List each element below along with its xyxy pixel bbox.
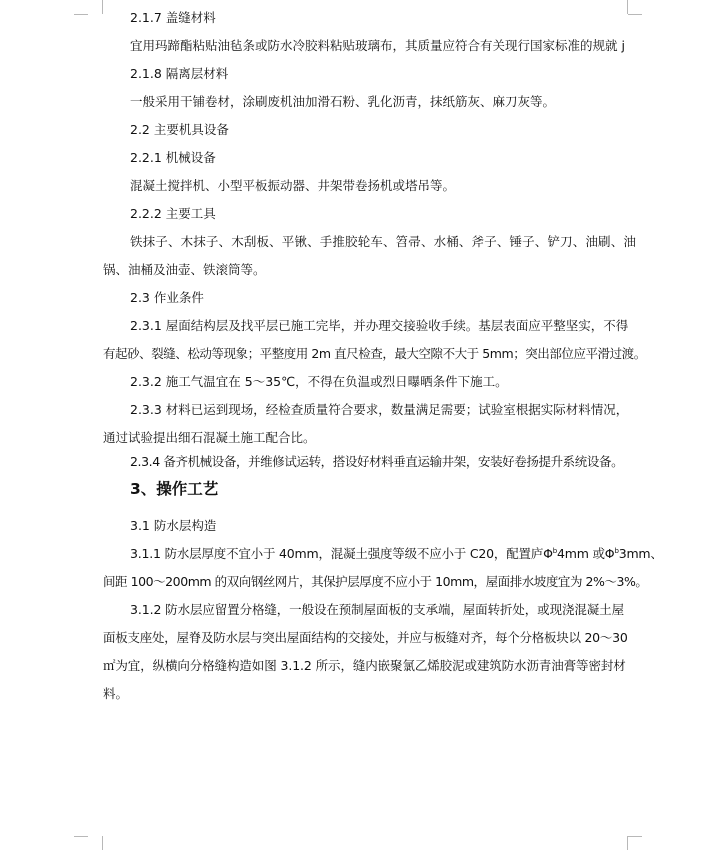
paragraph-line: 料。 bbox=[103, 686, 129, 701]
section-2-2-2-title: 2.2.2 主要工具 bbox=[130, 206, 216, 221]
crop-mark-bottom-left bbox=[88, 836, 103, 850]
crop-mark-top-left bbox=[88, 0, 103, 14]
section-2-2-1-title: 2.2.1 机械设备 bbox=[130, 150, 216, 165]
superscript: b bbox=[552, 546, 558, 555]
text-run: 3.1.1 防水层厚度不宜小于 40mm，混凝土强度等级不应小于 C20，配置庐Φ bbox=[130, 546, 553, 561]
paragraph-line: 一般采用干铺卷材，涂刷废机油加滑石粉、乳化沥青，抹纸筋灰、麻刀灰等。 bbox=[130, 94, 556, 109]
paragraph-line: 3.1.2 防水层应留置分格缝，一般设在预制屋面板的支承端，屋面转折处，或现浇混凝土屋 bbox=[130, 602, 624, 617]
paragraph-line: 通过试验提出细石混凝土施工配合比。 bbox=[103, 430, 316, 445]
section-3-1-title: 3.1 防水层构造 bbox=[130, 518, 217, 533]
crop-mark-top-left-h bbox=[74, 14, 88, 15]
crop-mark-bottom-left-h bbox=[74, 836, 88, 837]
paragraph-line: 宜用玛蹄酯粘贴油毡条或防水冷胶料粘贴玻璃布，其质量应符合有关现行国家标准的规就 j bbox=[130, 38, 625, 53]
paragraph-line: 锅、油桶及油壶、铁滚筒等。 bbox=[103, 262, 266, 277]
paragraph-line: 2.3.4 备齐机械设备，并维修试运转，搭设好材料垂直运输井架，安装好卷扬提升系统设备。 bbox=[130, 454, 624, 469]
crop-mark-top-right-h bbox=[628, 14, 642, 15]
paragraph-line: 铁抹子、木抹子、木刮板、平锹、手推胶轮车、笤帚、水桶、斧子、锤子、铲刀、油刷、油 bbox=[130, 234, 637, 249]
section-2-3-title: 2.3 作业条件 bbox=[130, 290, 204, 305]
section-2-2-title: 2.2 主要机具设备 bbox=[130, 122, 229, 137]
section-2-1-8-title: 2.1.8 隔离层材料 bbox=[130, 66, 229, 81]
crop-mark-top-right bbox=[627, 0, 642, 14]
text-run: 3mm、 bbox=[618, 546, 663, 561]
paragraph-line: 混凝土搅拌机、小型平板振动器、井架带卷扬机或塔吊等。 bbox=[130, 178, 456, 193]
paragraph-line bbox=[130, 546, 663, 562]
paragraph-line: 间距 100～200mm 的双向钢丝网片，其保护层厚度不应小于 10mm，屋面排水坡度宜为 2%～3%。 bbox=[103, 574, 648, 589]
paragraph-line: 2.3.3 材料已运到现场，经检查质量符合要求，数量满足需要；试验室根据实际材料情况， bbox=[130, 402, 629, 417]
paragraph-line: ㎡为宜，纵横向分格缝构造如图 3.1.2 所示，缝内嵌聚氯乙烯胶泥或建筑防水沥青油膏等密封材 bbox=[103, 658, 626, 673]
section-2-1-7-title: 2.1.7 盖缝材料 bbox=[130, 10, 216, 25]
crop-mark-bottom-right bbox=[627, 836, 642, 850]
section-3-heading: 3、操作工艺 bbox=[130, 480, 219, 498]
paragraph-line: 有起砂、裂缝、松动等现象；平整度用 2m 直尺检查，最大空隙不大于 5mm；突出部位应平滑过渡。 bbox=[103, 346, 646, 361]
text-run: 4mm 或Φ bbox=[557, 546, 615, 561]
paragraph-line: 面板支座处，屋脊及防水层与突出屋面结构的交接处，并应与板缝对齐，每个分格板块以 20～30 bbox=[103, 630, 628, 645]
crop-mark-bottom-right-h bbox=[628, 836, 642, 837]
superscript: b bbox=[614, 546, 619, 555]
paragraph-line: 2.3.1 屋面结构层及找平层已施工完毕，并办理交接验收手续。基层表面应平整坚实，不得 bbox=[130, 318, 629, 333]
paragraph-line: 2.3.2 施工气温宜在 5～35℃，不得在负温或烈日曝晒条件下施工。 bbox=[130, 374, 508, 389]
